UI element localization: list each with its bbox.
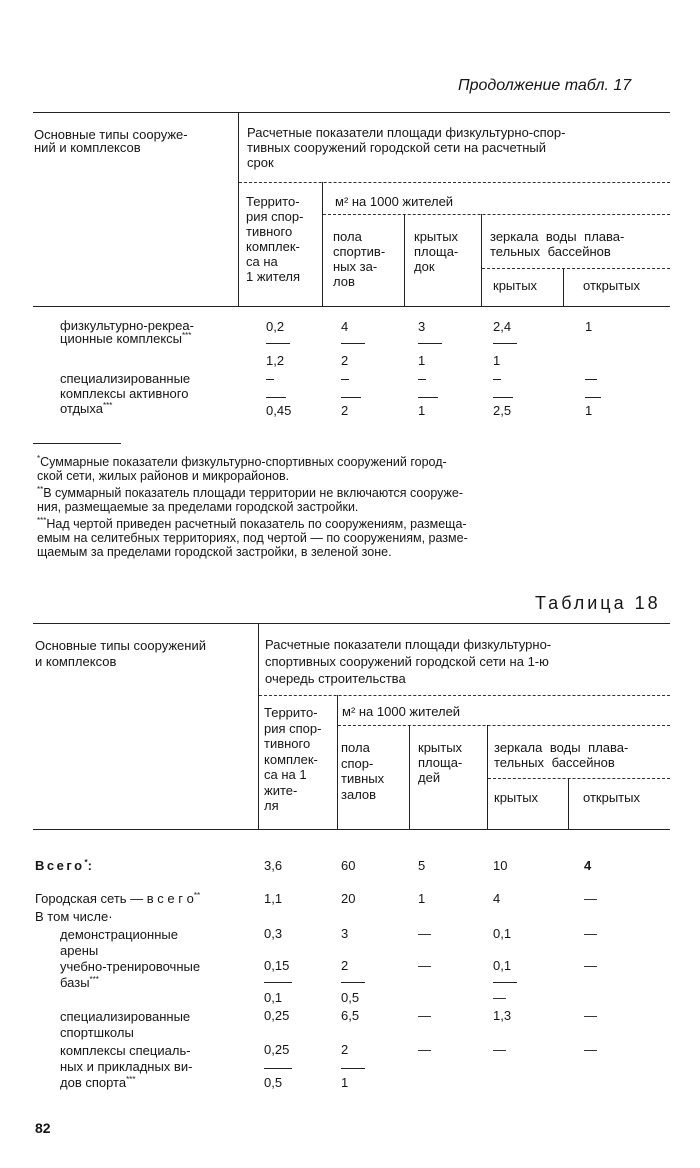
t17-row1-bottom-0: 1,2 (266, 353, 285, 368)
t17-pools-covered: крытых (493, 278, 538, 293)
t17-row1-label: физкультурно-рекреа- ционные комплексы*** (60, 318, 194, 346)
t17-row1-top-2: 3 (418, 319, 426, 334)
t17-row2-label: специализированные комплексы активного отдыха*** (60, 371, 191, 416)
t17-row2-bottom-1: 2 (341, 403, 349, 418)
t18-spec-3: 1,3 (493, 1008, 512, 1023)
t18-spec-2: — (418, 1008, 431, 1023)
t18-total-2: 5 (418, 858, 426, 873)
footnote-1: *Суммарные показатели физкультурно-спортивных сооружений город- ской сети, жилых районов и микрорайонов. (37, 454, 447, 483)
t18-train-bottom-2: — (493, 990, 506, 1005)
page-number: 82 (35, 1120, 51, 1136)
t17-main-header: Расчетные показатели площади физкультурно-спор- тивных сооружений городской сети на расчетный срок (247, 125, 566, 170)
t18-demo-1: 3 (341, 926, 349, 941)
t17-row1-top-1: 4 (341, 319, 349, 334)
t17-pools-open: открытых (583, 278, 640, 293)
t17-per1000-header: м² на 1000 жителей (335, 194, 454, 209)
t18-appl-bottom-1: 1 (341, 1075, 349, 1090)
t18-train-top-1: 2 (341, 958, 349, 973)
t18-spec-0: 0,25 (264, 1008, 290, 1023)
t18-appl-top-4: — (584, 1042, 597, 1057)
t18-appl-top-0: 0,25 (264, 1042, 290, 1057)
t18-appl-top-1: 2 (341, 1042, 349, 1057)
t18-demo-label: демонстрационные арены (60, 927, 178, 958)
t18-total-3: 10 (493, 858, 508, 873)
t17-row2-bottom-0: 0,45 (266, 403, 292, 418)
t17-row2-bottom-3: 2,5 (493, 403, 512, 418)
t18-train-top-3: 0,1 (493, 958, 512, 973)
t18-pools-open: открытых (583, 790, 640, 805)
t18-main-header: Расчетные показатели площади физкультурно- спортивных сооружений городской сети на 1-ю очередь строительства (265, 637, 552, 686)
t18-pools-header: зеркала воды плава- тельных бассейнов (494, 740, 629, 770)
t17-covered-header: крытых площа- док (414, 229, 459, 274)
t18-covered-header: крытых площа- дей (418, 740, 463, 785)
t17-col1-header: Основные типы сооруже- ний и комплексов (34, 127, 188, 155)
t18-floor-header: пола спор- тивных залов (341, 740, 385, 802)
t17-row2-bottom-2: 1 (418, 403, 426, 418)
footnote-separator (33, 443, 121, 444)
t18-total-label: Всего*: (35, 858, 93, 873)
t18-incl-label: В том числе· (35, 909, 113, 924)
footnote-2: **В суммарный показатель площади территории не включаются сооруже- ния, размещаемые за пределами городской застройки. (37, 485, 463, 514)
t18-train-top-4: — (584, 958, 597, 973)
t18-demo-4: — (584, 926, 597, 941)
t18-city-1: 20 (341, 891, 356, 906)
t18-train-bottom-1: 0,5 (341, 990, 360, 1005)
t18-city-4: — (584, 891, 597, 906)
t18-territory-header: Террито- рия спор- тивного комплек- са на 1 жите- ля (264, 705, 322, 813)
continuation-title: Продолжение табл. 17 (458, 77, 632, 94)
t18-total-4: 4 (584, 858, 592, 873)
t18-spec-1: 6,5 (341, 1008, 360, 1023)
t18-per1000-header: м² на 1000 жителей (342, 704, 461, 719)
t18-city-label: Городская сеть — в с е г о** (35, 891, 201, 906)
t18-demo-2: — (418, 926, 431, 941)
t17-territory-header: Террито- рия спор- тивного комплек- са на 1 жителя (246, 194, 304, 284)
t17-row1-top-4: 1 (585, 319, 593, 334)
t18-total-0: 3,6 (264, 858, 283, 873)
t18-train-label: учебно-тренировочные базы*** (60, 959, 201, 990)
t18-spec-label: специализированные спортшколы (60, 1009, 191, 1040)
t18-appl-top-3: — (493, 1042, 506, 1057)
t18-appl-label: комплексы специаль- ных и прикладных ви- дов спорта*** (60, 1043, 193, 1090)
t18-city-2: 1 (418, 891, 426, 906)
t18-train-top-0: 0,15 (264, 958, 290, 973)
t18-appl-top-2: — (418, 1042, 431, 1057)
t17-row1-top-3: 2,4 (493, 319, 512, 334)
footnote-3: ***Над чертой приведен расчетный показатель по сооружениям, размеща- емым на селитебных территориях, под чертой — по сооружениям, разме- щаемым за пределами городской застройки, в зеленой зоне. (37, 516, 468, 559)
t17-pools-header: зеркала воды плава- тельных бассейнов (490, 229, 625, 259)
t18-pools-covered: крытых (494, 790, 539, 805)
t18-city-3: 4 (493, 891, 501, 906)
t18-total-1: 60 (341, 858, 356, 873)
t18-demo-3: 0,1 (493, 926, 512, 941)
t18-demo-0: 0,3 (264, 926, 283, 941)
table-18-title: Таблица 18 (535, 593, 661, 613)
t17-row2-bottom-4: 1 (585, 403, 593, 418)
t17-row1-top-0: 0,2 (266, 319, 285, 334)
t18-col1-header: Основные типы сооружений и комплексов (35, 638, 206, 669)
t18-spec-4: — (584, 1008, 597, 1023)
t18-train-bottom-0: 0,1 (264, 990, 283, 1005)
t18-train-top-2: — (418, 958, 431, 973)
t17-floor-header: пола спортив- ных за- лов (333, 229, 386, 289)
t18-city-0: 1,1 (264, 891, 283, 906)
t17-row1-bottom-2: 1 (418, 353, 426, 368)
t18-appl-bottom-0: 0,5 (264, 1075, 283, 1090)
t17-row1-bottom-3: 1 (493, 353, 501, 368)
t17-row1-bottom-1: 2 (341, 353, 349, 368)
